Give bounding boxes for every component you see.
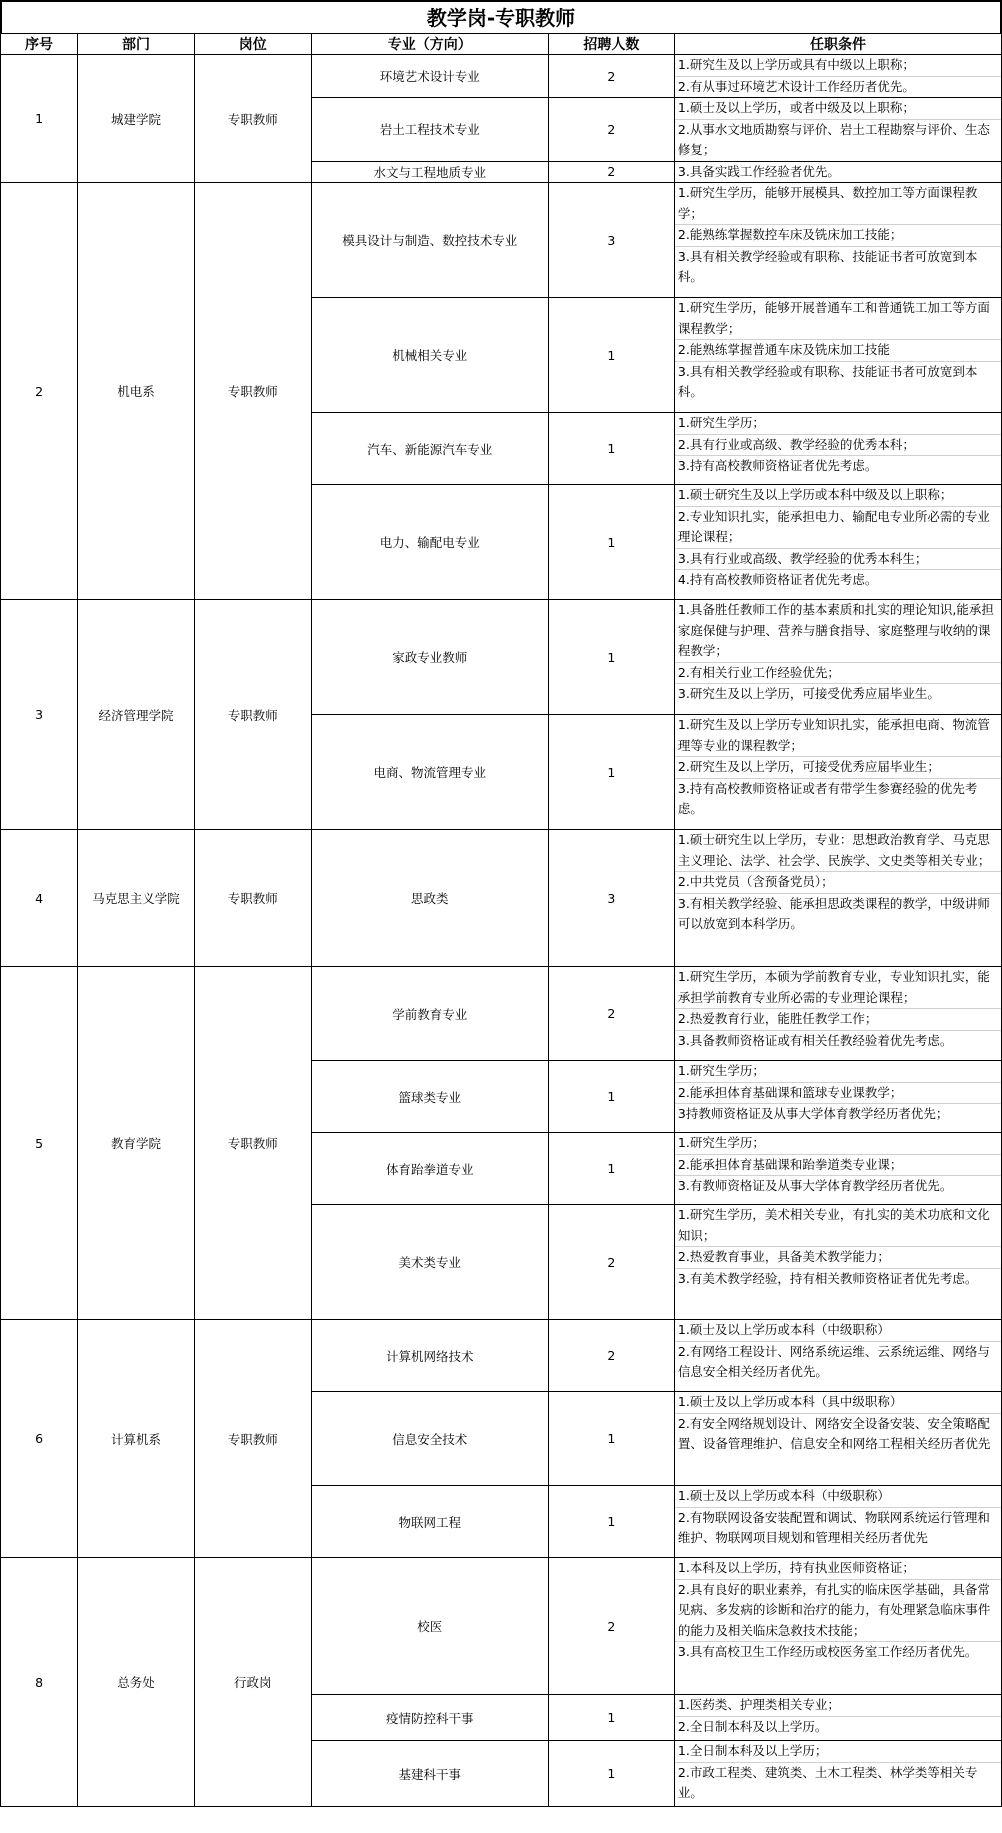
- condition-line: 2.具有行业或高级、教学经验的优秀本科；: [675, 435, 1001, 457]
- cell-conditions: [674, 1392, 1001, 1486]
- header-major: 专业（方向）: [311, 34, 548, 55]
- cell-major: 水文与工程地质专业: [311, 161, 548, 183]
- condition-line: 3.具备实践工作经验者优先。: [677, 163, 840, 179]
- cell-post: 专职教师: [194, 55, 311, 183]
- recruitment-table: [0, 33, 1002, 1807]
- cell-conditions: [674, 1205, 1001, 1320]
- condition-line: 1.研究生学历，本硕为学前教育专业，专业知识扎实，能承担学前教育专业所必需的专业理论课程；: [675, 967, 1001, 1009]
- cell-count: 2: [548, 55, 674, 98]
- condition-line: 1.研究生学历；: [675, 1061, 1001, 1083]
- cell-count: 2: [548, 161, 674, 183]
- condition-line: 2.有相关行业工作经验优先；: [675, 663, 1001, 685]
- cell-count: 2: [548, 1205, 674, 1320]
- condition-line: 2.有网络工程设计、网络系统运维、云系统运维、网络与信息安全相关经历者优先。: [677, 1343, 990, 1379]
- cell-conditions: [674, 715, 1001, 830]
- condition-line: 1.研究生学历，能够开展模具、数控加工等方面课程教学；: [675, 183, 1001, 225]
- cell-major: 学前教育专业: [311, 967, 548, 1061]
- cell-no: 4: [1, 830, 78, 967]
- cell-no: 3: [1, 600, 78, 830]
- cell-count: 1: [548, 1133, 674, 1205]
- condition-line: 1.硕士及以上学历或本科（中级职称）: [675, 1486, 1001, 1508]
- condition-line: 1.研究生学历；: [675, 1133, 1001, 1155]
- cell-major: 篮球类专业: [311, 1061, 548, 1133]
- cell-post: 专职教师: [194, 967, 311, 1320]
- cell-conditions: [674, 98, 1001, 162]
- condition-line: 1.硕士研究生及以上学历或本科中级及以上职称；: [675, 485, 1001, 507]
- condition-line: 1.硕士及以上学历或本科（中级职称）: [675, 1320, 1001, 1342]
- cell-major: 基建科干事: [311, 1741, 548, 1807]
- condition-line: 3.持有高校教师资格证或者有带学生参赛经验的优先考虑。: [677, 780, 978, 816]
- condition-line: 1.研究生及以上学历或具有中级以上职称；: [675, 55, 1001, 77]
- header-no: 序号: [1, 34, 78, 55]
- table-header-row: [1, 34, 1002, 55]
- cell-major: 计算机网络技术: [311, 1320, 548, 1392]
- cell-count: 2: [548, 1558, 674, 1695]
- cell-count: 3: [548, 830, 674, 967]
- cell-dept: 马克思主义学院: [78, 830, 195, 967]
- condition-line: 2.中共党员（含预备党员）；: [675, 872, 1001, 894]
- cell-count: 1: [548, 298, 674, 413]
- cell-conditions: [674, 485, 1001, 600]
- cell-major: 校医: [311, 1558, 548, 1695]
- cell-dept: 计算机系: [78, 1320, 195, 1558]
- cell-conditions: [674, 1741, 1001, 1807]
- cell-post: 行政岗: [194, 1558, 311, 1807]
- header-conditions: 任职条件: [674, 34, 1001, 55]
- condition-line: 1.具备胜任教师工作的基本素质和扎实的理论知识,能承担家庭保健与护理、营养与膳食指导、家庭整理与收纳的课程教学；: [675, 600, 1001, 663]
- cell-dept: 机电系: [78, 183, 195, 600]
- cell-major: 家政专业教师: [311, 600, 548, 715]
- cell-major: 电力、输配电专业: [311, 485, 548, 600]
- condition-line: 1.本科及以上学历，持有执业医师资格证；: [675, 1558, 1001, 1580]
- cell-conditions: [674, 298, 1001, 413]
- cell-conditions: [674, 1695, 1001, 1741]
- cell-dept: 总务处: [78, 1558, 195, 1807]
- cell-conditions: [674, 183, 1001, 298]
- cell-major: 机械相关专业: [311, 298, 548, 413]
- cell-conditions: [674, 1320, 1001, 1392]
- cell-conditions: [674, 967, 1001, 1061]
- header-count: 招聘人数: [548, 34, 674, 55]
- table-row: [1, 967, 1002, 1061]
- condition-line: 3.有相关教学经验、能承担思政类课程的教学，中级讲师可以放宽到本科学历。: [677, 895, 990, 931]
- cell-major: 电商、物流管理专业: [311, 715, 548, 830]
- cell-no: 2: [1, 183, 78, 600]
- cell-post: 专职教师: [194, 183, 311, 600]
- cell-conditions: [674, 1061, 1001, 1133]
- cell-count: 1: [548, 1061, 674, 1133]
- cell-major: 环境艺术设计专业: [311, 55, 548, 98]
- cell-count: 2: [548, 1320, 674, 1392]
- condition-line: 3持教师资格证及从事大学体育教学经历者优先；: [677, 1106, 949, 1121]
- condition-line: 3.有美术教学经验，持有相关教师资格证者优先考虑。: [677, 1270, 978, 1286]
- condition-line: 3.研究生及以上学历，可接受优秀应届毕业生。: [677, 686, 940, 701]
- condition-line: 1.研究生学历；: [675, 413, 1001, 435]
- condition-line: 2.能承担体育基础课和跆拳道类专业课；: [675, 1155, 1001, 1177]
- cell-conditions: [674, 1558, 1001, 1695]
- condition-line: 2.市政工程类、建筑类、土木工程类、林学类等相关专业。: [677, 1764, 978, 1800]
- cell-count: 2: [548, 967, 674, 1061]
- cell-post: 专职教师: [194, 1320, 311, 1558]
- condition-line: 1.硕士及以上学历，或者中级及以上职称；: [675, 98, 1001, 120]
- condition-line: 3.具有相关教学经验或有职称、技能证书者可放宽到本科。: [677, 248, 978, 284]
- cell-count: 1: [548, 413, 674, 485]
- condition-line: 3.具备教师资格证或有相关任教经验着优先考虑。: [677, 1032, 953, 1048]
- condition-line: 1.硕士研究生以上学历，专业：思想政治教育学、马克思主义理论、法学、社会学、民族学、文史类等相关专业；: [675, 830, 1001, 872]
- condition-line: 3.具有相关教学经验或有职称、技能证书者可放宽到本科。: [677, 363, 978, 399]
- sheet-title: 教学岗-专职教师: [0, 0, 1002, 33]
- condition-line: 1.研究生及以上学历专业知识扎实，能承担电商、物流管理等专业的课程教学；: [675, 715, 1001, 757]
- cell-no: 5: [1, 967, 78, 1320]
- condition-line: 3.具有高校卫生工作经历或校医务室工作经历者优先。: [677, 1644, 978, 1659]
- table-row: [1, 1320, 1002, 1392]
- condition-line: 4.持有高校教师资格证者优先考虑。: [677, 572, 878, 587]
- cell-conditions: [674, 413, 1001, 485]
- cell-major: 岩土工程技术专业: [311, 98, 548, 162]
- condition-line: 1.研究生学历，能够开展普通车工和普通铣工加工等方面课程教学；: [675, 298, 1001, 340]
- condition-line: 1.研究生学历，美术相关专业，有扎实的美术功底和文化知识；: [675, 1205, 1001, 1247]
- condition-line: 3.具有行业或高级、教学经验的优秀本科生；: [675, 549, 1001, 571]
- condition-line: 2.热爱教育行业，能胜任教学工作；: [675, 1009, 1001, 1031]
- cell-no: 1: [1, 55, 78, 183]
- cell-major: 体育跆拳道专业: [311, 1133, 548, 1205]
- condition-line: 3.持有高校教师资格证者优先考虑。: [677, 458, 878, 473]
- condition-line: 1.全日制本科及以上学历；: [675, 1741, 1001, 1763]
- table-row: [1, 1558, 1002, 1695]
- condition-line: 1.医药类、护理类相关专业；: [675, 1695, 1001, 1717]
- cell-major: 思政类: [311, 830, 548, 967]
- cell-count: 3: [548, 183, 674, 298]
- header-post: 岗位: [194, 34, 311, 55]
- table-row: [1, 183, 1002, 298]
- condition-line: 2.能熟练掌握普通车床及铣床加工技能: [675, 340, 1001, 362]
- cell-conditions: [674, 600, 1001, 715]
- table-row: [1, 600, 1002, 715]
- cell-major: 物联网工程: [311, 1486, 548, 1558]
- condition-line: 2.热爱教育事业，具备美术教学能力；: [675, 1247, 1001, 1269]
- cell-post: 专职教师: [194, 600, 311, 830]
- cell-major: 美术类专业: [311, 1205, 548, 1320]
- condition-line: 2.研究生及以上学历，可接受优秀应届毕业生；: [675, 757, 1001, 779]
- cell-count: 1: [548, 1486, 674, 1558]
- condition-line: 3.有教师资格证及从事大学体育教学经历者优先。: [677, 1178, 953, 1193]
- cell-count: 1: [548, 600, 674, 715]
- cell-no: 8: [1, 1558, 78, 1807]
- cell-dept: 经济管理学院: [78, 600, 195, 830]
- cell-post: 专职教师: [194, 830, 311, 967]
- condition-line: 2.有物联网设备安装配置和调试、物联网系统运行管理和维护、物联网项目规划和管理相关经历者优先: [677, 1509, 990, 1545]
- cell-major: 模具设计与制造、数控技术专业: [311, 183, 548, 298]
- condition-line: 2.能承担体育基础课和篮球专业课教学；: [675, 1083, 1001, 1105]
- cell-conditions: [674, 1133, 1001, 1205]
- cell-count: 2: [548, 98, 674, 162]
- cell-no: 6: [1, 1320, 78, 1558]
- condition-line: 2.从事水文地质勘察与评价、岩土工程勘察与评价、生态修复；: [677, 121, 990, 157]
- condition-line: 2.有安全网络规划设计、网络安全设备安装、安全策略配置、设备管理维护、信息安全和网络工程相关经历者优先: [677, 1415, 991, 1451]
- table-row: [1, 830, 1002, 967]
- condition-line: 2.专业知识扎实，能承担电力、输配电专业所必需的专业理论课程；: [675, 507, 1001, 549]
- condition-line: 1.硕士及以上学历或本科（具中级职称）: [675, 1392, 1001, 1414]
- cell-major: 信息安全技术: [311, 1392, 548, 1486]
- condition-line: 2.全日制本科及以上学历。: [677, 1718, 828, 1734]
- cell-conditions: [674, 1486, 1001, 1558]
- cell-count: 1: [548, 1695, 674, 1741]
- cell-dept: 城建学院: [78, 55, 195, 183]
- table-body: [1, 55, 1002, 1807]
- cell-count: 1: [548, 1741, 674, 1807]
- cell-count: 1: [548, 1392, 674, 1486]
- cell-major: 汽车、新能源汽车专业: [311, 413, 548, 485]
- cell-count: 1: [548, 485, 674, 600]
- condition-line: 2.具有良好的职业素养，有扎实的临床医学基础，具备常见病、多发病的诊断和治疗的能力，有处理紧急临床事件的能力及相关临床急救技术技能；: [675, 1580, 1001, 1643]
- table-row: [1, 55, 1002, 98]
- cell-conditions: [674, 55, 1001, 98]
- header-dept: 部门: [78, 34, 195, 55]
- cell-dept: 教育学院: [78, 967, 195, 1320]
- cell-conditions: [674, 161, 1001, 183]
- cell-count: 1: [548, 715, 674, 830]
- cell-conditions: [674, 830, 1001, 967]
- cell-major: 疫情防控科干事: [311, 1695, 548, 1741]
- condition-line: 2.能熟练掌握数控车床及铣床加工技能；: [675, 225, 1001, 247]
- condition-line: 2.有从事过环境艺术设计工作经历者优先。: [677, 78, 915, 94]
